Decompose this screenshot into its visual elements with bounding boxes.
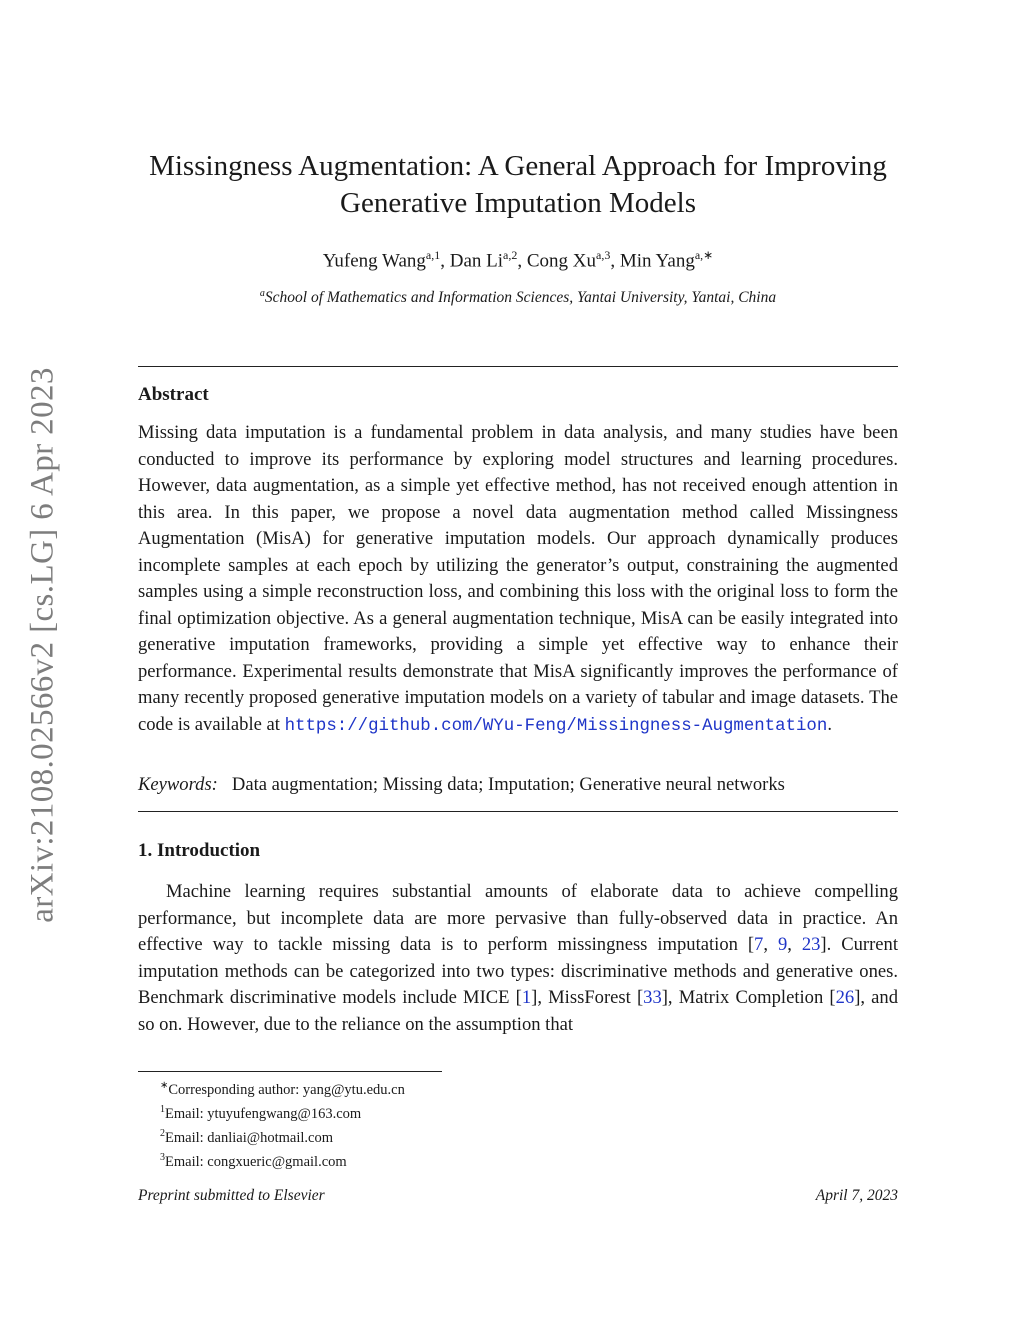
intro-text-segment: ], and so on. However, due to the reliance on the assumption that — [138, 987, 899, 1035]
footnote-mark: 1 — [160, 1104, 165, 1116]
affiliation-text: School of Mathematics and Information Sciences, Yantai University, Yantai, China — [264, 289, 777, 307]
footnote — [160, 1076, 405, 1100]
abstract-end: . — [827, 713, 832, 735]
code-repository-link[interactable]: https://github.com/WYu-Feng/Missingness-Augmentation — [284, 716, 828, 736]
footnote-text: Email: danliai@hotmail.com — [165, 1130, 333, 1147]
intro-text-segment: ]. Current imputation methods can be categorized into two types: discriminative methods and generative ones. Benchmark discriminative models include MICE [ — [138, 934, 898, 1008]
introduction-heading: 1. Introduction — [138, 840, 261, 861]
citation-link[interactable]: 1 — [521, 987, 532, 1008]
footnote-mark: ∗ — [160, 1080, 169, 1091]
citation-link[interactable]: 7 — [754, 934, 764, 955]
footer-date: April 7, 2023 — [815, 1187, 898, 1204]
author-name: Min Yang — [619, 250, 695, 272]
abstract-top-rule — [138, 366, 898, 367]
author-affiliation-mark: a,3 — [596, 248, 611, 262]
footnote — [160, 1100, 405, 1124]
abstract-body — [138, 420, 898, 740]
author-name: Dan Li — [449, 250, 504, 272]
abstract-bottom-rule — [138, 811, 898, 812]
paper-title — [100, 148, 936, 222]
footnote-text: Corresponding author: yang@ytu.edu.cn — [168, 1081, 405, 1098]
affiliation-mark: a — [259, 288, 265, 299]
footnotes — [160, 1076, 405, 1173]
author-name: Yufeng Wang — [322, 250, 426, 272]
footnote-text: Email: ytuyufengwang@163.com — [165, 1105, 362, 1122]
abstract-heading: Abstract — [138, 384, 209, 405]
author-affiliation-mark: a,∗ — [694, 248, 714, 262]
footnote-text: Email: congxueric@gmail.com — [165, 1154, 347, 1171]
footnote-rule — [138, 1071, 442, 1072]
citation-link[interactable]: 23 — [801, 934, 821, 955]
title-line-2: Generative Imputation Models — [340, 187, 696, 219]
author-name: Cong Xu — [526, 250, 597, 272]
citation-link[interactable]: 26 — [835, 987, 855, 1008]
abstract-text: Missing data imputation is a fundamental problem in data analysis, and many studies have been conducted to improve its performance by exploring model structures and learning procedures. However, data augmentation, as a simple yet effective method, has not received enough attention in this area. In this paper, we propose a novel data augmentation method called Missingness Augmentation (MisA) for generative imputation models. Our approach dynamically produces incomplete samples at each epoch by utilizing the generator’s output, constraining the augmented samples using a simple reconstruction loss, and combining this loss with the original loss to form the final optimization objective. As a general augmentation technique, MisA can be easily integrated into generative imputation frameworks, providing a simple yet effective way to enhance their performance. Experimental results demonstrate that MisA significantly improves the performance of many recently proposed generative imputation models on a variety of tabular and image datasets. The code is available at — [138, 422, 898, 735]
keywords-label: Keywords: — [138, 774, 218, 795]
intro-separator: , — [763, 934, 778, 955]
author-affiliation-mark: a,2 — [503, 248, 518, 262]
author-affiliation-mark: a,1 — [425, 248, 441, 262]
intro-separator: , — [787, 934, 802, 955]
footer-submission-note: Preprint submitted to Elsevier — [138, 1187, 325, 1204]
footnote-mark: 2 — [160, 1128, 165, 1140]
keywords — [138, 774, 898, 796]
introduction-paragraph — [138, 879, 898, 1038]
intro-text-segment: Machine learning requires substantial amounts of elaborate data to achieve compelling performance, but incomplete data are more pervasive than fully-observed data in practice. An effective way to tackle missing data is to perform missingness imputation [ — [138, 881, 898, 955]
author-list: Yufeng Wang$^{a,1}$, Dan Li$^{a,2}$, Cong Xu$^{a,3}$, Min Yang$^{a,∗}$ — [322, 248, 714, 272]
citation-link[interactable]: 33 — [643, 987, 662, 1008]
intro-text-segment: ], MissForest [ — [531, 987, 644, 1008]
footnote — [160, 1148, 405, 1172]
footnote — [160, 1124, 405, 1148]
citation-link[interactable]: 9 — [777, 934, 788, 955]
arxiv-identifier: arXiv:2108.02566v2 [cs.LG] 6 Apr 2023 — [24, 367, 61, 923]
title-line-1: Missingness Augmentation: A General Approach for Improving — [149, 150, 887, 182]
footnote-mark: 3 — [160, 1152, 165, 1164]
affiliation — [100, 288, 936, 307]
keywords-text: Data augmentation; Missing data; Imputation; Generative neural networks — [231, 774, 785, 795]
intro-text-segment: ], Matrix Completion [ — [661, 987, 836, 1008]
